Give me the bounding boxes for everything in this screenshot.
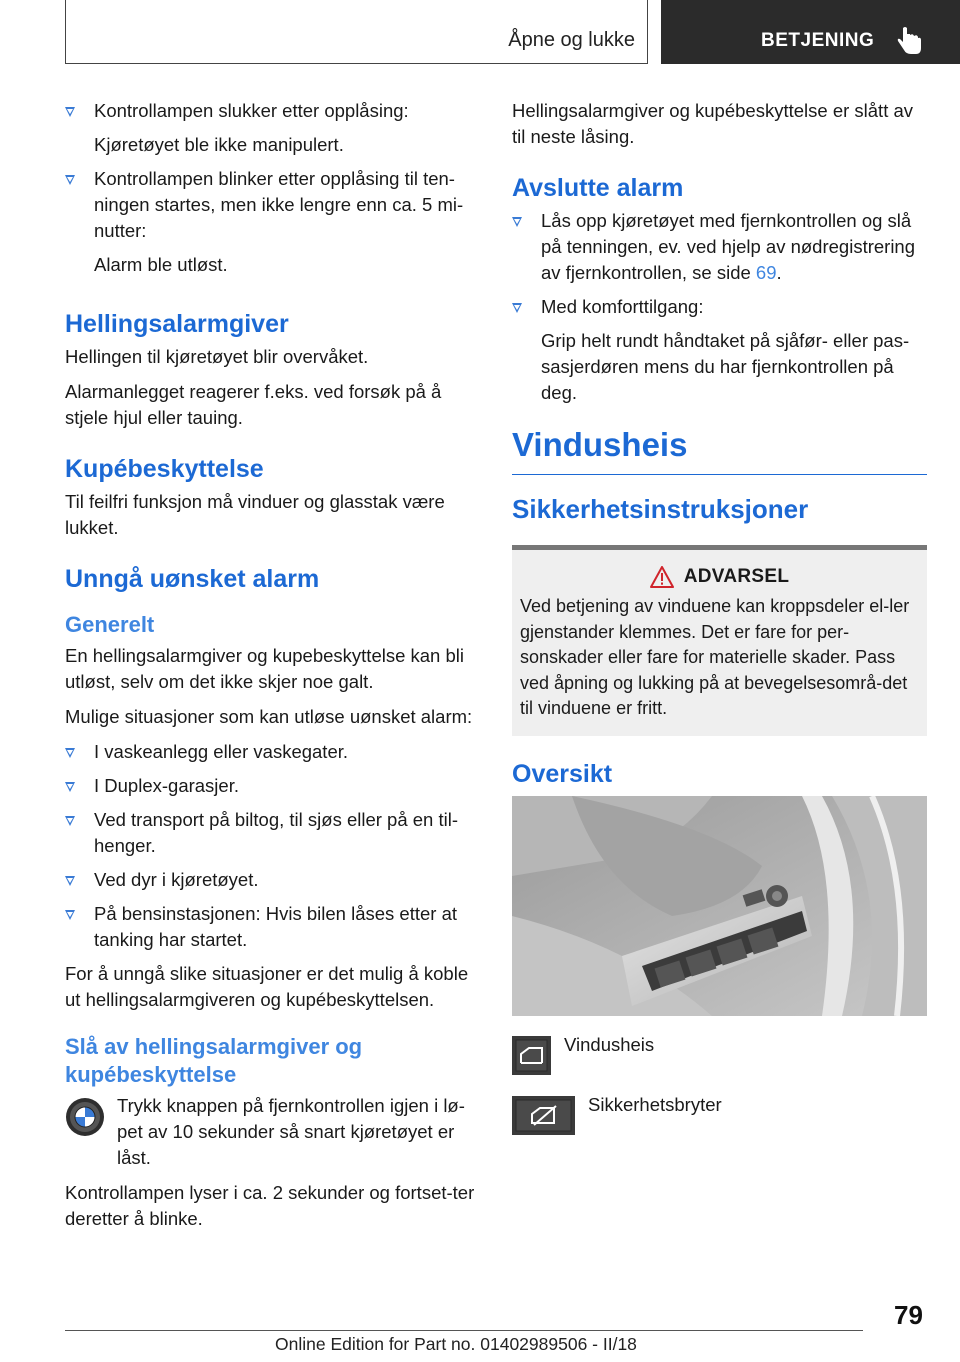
paragraph: Alarmanlegget reagerer f.eks. ved forsøk på å stjele hjul eller tauing. [65, 381, 442, 428]
bullet-triangle-icon [65, 107, 75, 117]
bullet-text: I Duplex-garasjer. [94, 775, 239, 796]
heading-kupebeskyttelse: Kupébeskyttelse [65, 455, 264, 483]
bullet-text: Lås opp kjøretøyet med fjernkontrollen og slå på tenningen, ev. ved hjelp av nødregistrering av fjernkontrollen, se side [541, 210, 916, 283]
heading-vindusheis: Vindusheis [512, 424, 927, 475]
bullet-text: Kontrollampen slukker etter opplåsing: [94, 100, 409, 121]
warning-title-row [520, 566, 919, 588]
heading-sla-av: Slå av hellingsalarmgiver og kupébeskyttelse [65, 1034, 363, 1087]
list-item [65, 773, 480, 799]
bullet-text: Ved transport på biltog, til sjøs eller på en til-henger. [94, 809, 459, 856]
bullet-subtext: Grip helt rundt håndtaket på sjåfør- eller pas-sasjerdøren mens du har fjernkontrollen på deg. [541, 330, 910, 403]
list-item [65, 867, 480, 893]
warning-box [512, 545, 927, 736]
heading-avslutte-alarm: Avslutte alarm [512, 174, 684, 202]
header-section-box [65, 0, 648, 64]
paragraph: For å unngå slike situasjoner er det mulig å koble ut hellingsalarmgiveren og kupébeskyttelsen. [65, 963, 469, 1010]
bullet-subtext: Kjøretøyet ble ikke manipulert. [94, 134, 344, 155]
heading-generelt: Generelt [65, 612, 155, 637]
warning-triangle-icon [650, 566, 674, 588]
list-item [512, 294, 927, 320]
paragraph: Hellingen til kjøretøyet blir overvåket. [65, 346, 369, 367]
paragraph: Hellingsalarmgiver og kupébeskyttelse er slått av til neste låsing. [512, 100, 914, 147]
bullet-triangle-icon [65, 782, 75, 792]
heading-hellingsalarmgiver: Hellingsalarmgiver [65, 310, 289, 338]
bullet-text: Ved dyr i kjøretøyet. [94, 869, 259, 890]
paragraph: En hellingsalarmgiver og kupebeskyttelse kan bli utløst, selv om det ikke skjer noe galt. [65, 645, 464, 692]
bullet-triangle-icon [512, 303, 522, 313]
bullet-text-end: . [776, 262, 782, 283]
list-item [65, 98, 480, 124]
key-instruction-text: Trykk knappen på fjernkontrollen igjen i lø-pet av 10 sekunder så snart kjøretøyet er låst. [117, 1095, 465, 1168]
list-item [65, 807, 480, 859]
footer-edition: Online Edition for Part no. 01402989506 - II/18 [275, 1334, 637, 1354]
key-instruction [65, 1093, 480, 1171]
bullet-triangle-icon [65, 876, 75, 886]
heading-unnga-alarm: Unngå uønsket alarm [65, 565, 320, 593]
bullet-triangle-icon [65, 748, 75, 758]
warning-title: ADVARSEL [683, 566, 790, 587]
paragraph: Mulige situasjoner som kan utløse uønsket alarm: [65, 706, 473, 727]
right-column [512, 98, 927, 1142]
bullet-text: Kontrollampen blinker etter opplåsing til ten-ningen startes, men ikke lengre enn ca. 5 mi-nutter: [94, 168, 464, 241]
list-item [65, 739, 480, 765]
bullet-text: I vaskeanlegg eller vaskegater. [94, 741, 349, 762]
door-window-switch-photo [512, 796, 927, 1016]
bmw-remote-key-icon [65, 1097, 105, 1137]
header-chapter-tab [661, 0, 960, 64]
page-reference-link[interactable]: 69 [755, 262, 777, 283]
legend-label: Vindusheis [564, 1033, 655, 1055]
bullet-subtext: Alarm ble utløst. [94, 254, 228, 275]
pointing-hand-icon [895, 26, 923, 56]
list-item [65, 166, 480, 244]
bullet-text: Med komforttilgang: [541, 296, 704, 317]
left-column [65, 98, 480, 1241]
heading-sikkerhetsinstruksjoner: Sikkerhetsinstruksjoner [512, 494, 809, 524]
legend-window-lift [512, 1033, 927, 1082]
bullet-triangle-icon [512, 217, 522, 227]
bullet-triangle-icon [65, 175, 75, 185]
window-lift-switch-icon [512, 1036, 551, 1075]
header-chapter-label: BETJENING [761, 30, 875, 51]
legend-label: Sikkerhetsbryter [588, 1093, 722, 1115]
bullet-text: På bensinstasjonen: Hvis bilen låses etter at tanking har startet. [94, 903, 458, 950]
header-section-title: Åpne og lukke [508, 29, 635, 51]
legend-safety-switch [512, 1093, 927, 1142]
warning-text: Ved betjening av vinduene kan kroppsdeler el-ler gjenstander klemmes. Det er fare for per-sonskader eller fare for materielle skader. Pass ved åpning og lukking på at bevegelsesområ-det til vinduene er fritt. [520, 596, 910, 718]
heading-oversikt: Oversikt [512, 759, 613, 788]
bullet-triangle-icon [65, 816, 75, 826]
footer-divider [65, 1330, 863, 1331]
page-number: 79 [894, 1300, 923, 1330]
list-item [512, 208, 927, 286]
safety-switch-icon [512, 1096, 575, 1135]
list-item [65, 901, 480, 953]
bullet-triangle-icon [65, 910, 75, 920]
paragraph: Kontrollampen lyser i ca. 2 sekunder og fortset-ter deretter å blinke. [65, 1182, 475, 1229]
paragraph: Til feilfri funksjon må vinduer og glasstak være lukket. [65, 491, 445, 538]
